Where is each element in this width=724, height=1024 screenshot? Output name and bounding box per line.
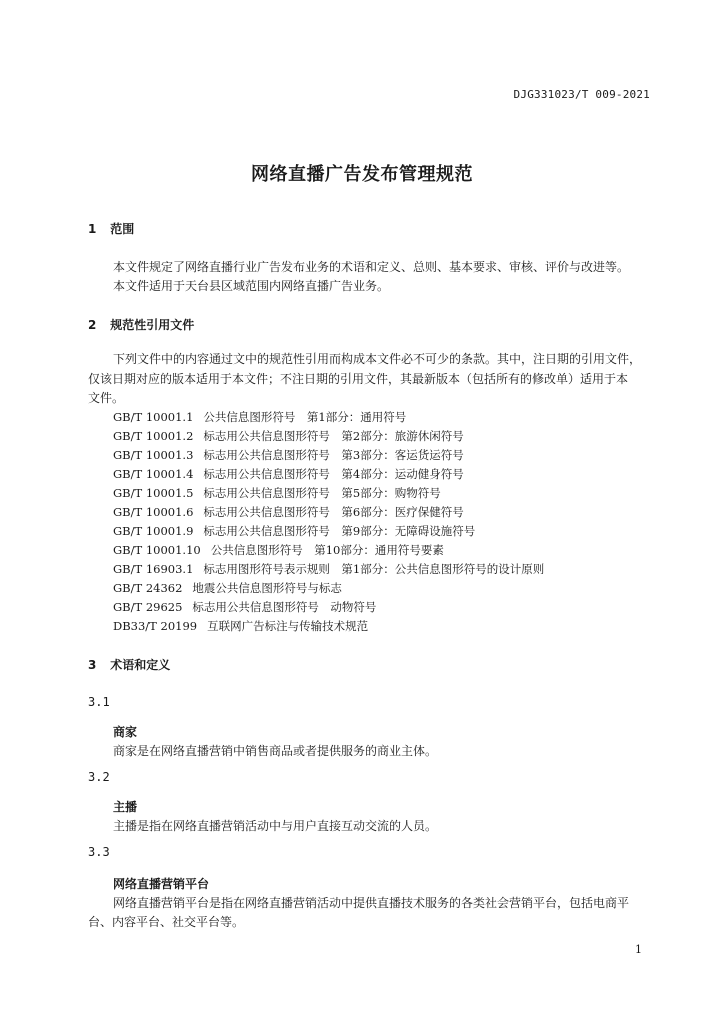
reference-code: GB/T 10001.6: [113, 505, 194, 519]
scope-paragraph-2: 本文件适用于天台县区域范围内网络直播广告业务。: [113, 279, 390, 293]
reference-item: [113, 485, 441, 501]
term-definition: 网络直播营销平台是指在网络直播营销活动中提供直播技术服务的各类社会营销平台，包括电商平: [113, 896, 630, 910]
page-title: 网络直播广告发布管理规范: [251, 164, 473, 185]
reference-code: GB/T 10001.5: [113, 486, 194, 500]
reference-item: [113, 504, 464, 520]
section-title: 术语和定义: [110, 658, 171, 672]
reference-code: GB/T 24362: [113, 581, 183, 595]
reference-title: 标志用公共信息图形符号 第2部分：旅游休闲符号: [203, 429, 464, 443]
reference-title: 地震公共信息图形符号与标志: [192, 581, 342, 595]
term-name: 网络直播营销平台: [113, 877, 210, 891]
reference-code: GB/T 10001.3: [113, 448, 194, 462]
section-heading-normative: [88, 316, 194, 333]
reference-item: [113, 618, 368, 634]
reference-item: [113, 561, 544, 577]
term-definition: 商家是在网络直播营销中销售商品或者提供服务的商业主体。: [113, 744, 438, 758]
document-code: DJG331023/T 009-2021: [513, 88, 650, 101]
reference-code: GB/T 10001.9: [113, 524, 194, 538]
reference-code: GB/T 16903.1: [113, 562, 194, 576]
section-heading-scope: [88, 220, 134, 237]
term-name: 主播: [113, 800, 138, 814]
section-number: 3: [88, 658, 97, 672]
reference-title: 公共信息图形符号 第10部分：通用符号要素: [210, 543, 444, 557]
reference-code: GB/T 10001.1: [113, 410, 194, 424]
section-number: 2: [88, 318, 97, 332]
section-title: 范围: [110, 222, 135, 236]
page-number: 1: [635, 943, 642, 956]
reference-title: 公共信息图形符号 第1部分：通用符号: [203, 410, 407, 424]
reference-item: [113, 409, 406, 425]
term-number: 3.3: [88, 845, 110, 859]
reference-title: 标志用公共信息图形符号 第4部分：运动健身符号: [203, 467, 464, 481]
section-heading-terms: [88, 656, 170, 673]
reference-item: [113, 428, 464, 444]
scope-paragraph-1: 本文件规定了网络直播行业广告发布业务的术语和定义、总则、基本要求、审核、评价与改进等。: [113, 260, 630, 274]
reference-code: GB/T 10001.4: [113, 467, 194, 481]
reference-item: [113, 523, 475, 539]
reference-code: GB/T 10001.10: [113, 543, 201, 557]
reference-title: 互联网广告标注与传输技术规范: [207, 619, 369, 633]
reference-item: [113, 447, 464, 463]
reference-code: DB33/T 20199: [113, 619, 198, 633]
reference-title: 标志用公共信息图形符号 第9部分：无障碍设施符号: [203, 524, 476, 538]
reference-title: 标志用图形符号表示规则 第1部分：公共信息图形符号的设计原则: [203, 562, 545, 576]
normative-intro-line-3: 文件。: [88, 391, 125, 405]
reference-item: [113, 542, 444, 558]
reference-title: 标志用公共信息图形符号 第5部分：购物符号: [203, 486, 441, 500]
term-number: 3.1: [88, 695, 110, 709]
reference-title: 标志用公共信息图形符号 第6部分：医疗保健符号: [203, 505, 464, 519]
reference-item: [113, 580, 342, 596]
reference-code: GB/T 10001.2: [113, 429, 194, 443]
reference-title: 标志用公共信息图形符号 动物符号: [192, 600, 377, 614]
term-definition: 主播是指在网络直播营销活动中与用户直接互动交流的人员。: [113, 819, 438, 833]
term-name: 商家: [113, 725, 138, 739]
section-title: 规范性引用文件: [110, 318, 195, 332]
section-number: 1: [88, 222, 97, 236]
reference-title: 标志用公共信息图形符号 第3部分：客运货运符号: [203, 448, 464, 462]
reference-code: GB/T 29625: [113, 600, 183, 614]
term-definition-continued: 台、内容平台、社交平台等。: [88, 915, 245, 929]
term-number: 3.2: [88, 770, 110, 784]
reference-item: [113, 466, 464, 482]
normative-intro-line-2: 仅该日期对应的版本适用于本文件；不注日期的引用文件，其最新版本（包括所有的修改单）适用于本: [88, 372, 629, 386]
normative-intro-line-1: 下列文件中的内容通过文中的规范性引用而构成本文件必不可少的条款。其中，注日期的引用文件，: [113, 352, 642, 366]
reference-item: [113, 599, 376, 615]
